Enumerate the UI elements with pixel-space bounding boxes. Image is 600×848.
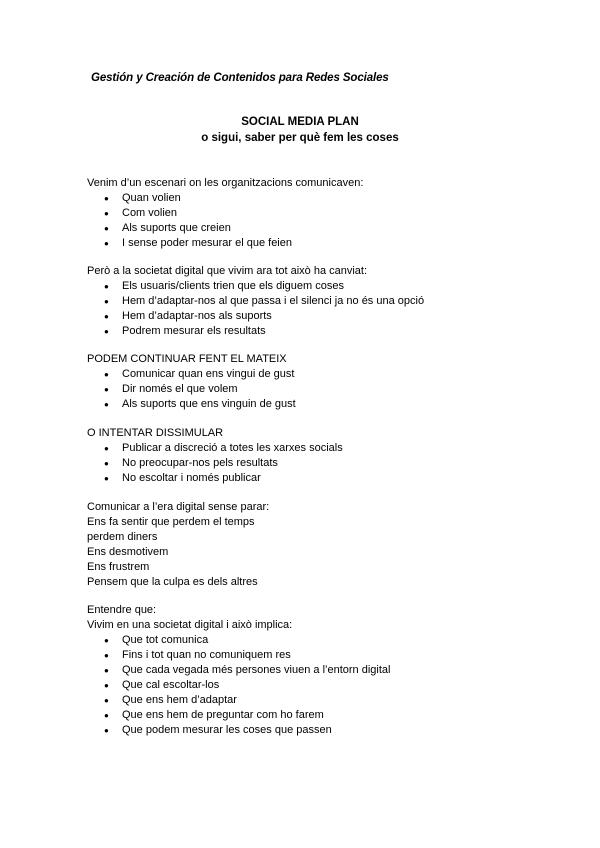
section-heading: Però a la societat digital que vivim ara tot això ha canviat:	[87, 265, 368, 277]
list-item: ● Que cada vegada més persones viuen a l’entorn digital	[87, 663, 547, 678]
text-line: Pensem que la culpa es dels altres	[87, 576, 258, 588]
section-heading: Venim d’un escenari on les organitzacions comunicaven:	[87, 177, 364, 189]
section-understand	[87, 603, 547, 738]
list-item: ● Dir només el que volem	[87, 382, 547, 397]
list-item: ● Que ens hem de preguntar com ho farem	[87, 708, 547, 723]
list-item: ● No preocupar-nos pels resultats	[87, 456, 547, 471]
list-item: ● Publicar a discreció a totes les xarxes socials	[87, 441, 547, 456]
list-item: ● Que podem mesurar les coses que passen	[87, 723, 547, 738]
text-line: Ens desmotivem	[87, 546, 169, 558]
list-item: ● Quan volien	[87, 191, 547, 206]
bullet-list	[87, 191, 547, 251]
section-heading: O INTENTAR DISSIMULAR	[87, 427, 224, 439]
list-item: ● Que ens hem d’adaptar	[87, 693, 547, 708]
section-intro-scenario	[87, 176, 547, 251]
list-item: ● Com volien	[87, 206, 547, 221]
section-heading: Comunicar a l’era digital sense parar:	[87, 501, 270, 513]
document-subtitle: o sigui, saber per què fem les coses	[201, 132, 399, 144]
text-line: Ens fa sentir que perdem el temps	[87, 516, 255, 528]
list-item: ● Als suports que ens vinguin de gust	[87, 397, 547, 412]
bullet-list	[87, 633, 547, 738]
text-line: Ens frustrem	[87, 561, 150, 573]
list-item: ● Fins i tot quan no comuniquem res	[87, 648, 547, 663]
list-item: ● Podrem mesurar els resultats	[87, 324, 547, 339]
section-continue-same	[87, 352, 547, 412]
text-line: Vivim en una societat digital i això implica:	[87, 619, 293, 631]
section-digital-society	[87, 264, 547, 339]
list-item: ● I sense poder mesurar el que feien	[87, 236, 547, 251]
list-item: ● Als suports que creien	[87, 221, 547, 236]
document-title: SOCIAL MEDIA PLAN	[241, 116, 359, 128]
text-line: perdem diners	[87, 531, 158, 543]
list-item: ● Que tot comunica	[87, 633, 547, 648]
document-header: Gestión y Creación de Contenidos para Redes Sociales	[91, 72, 389, 84]
section-communicate-nonstop	[87, 500, 547, 590]
section-pretend	[87, 426, 547, 486]
bullet-list	[87, 367, 547, 412]
list-item: ● Comunicar quan ens vingui de gust	[87, 367, 547, 382]
list-item: ● No escoltar i només publicar	[87, 471, 547, 486]
section-heading: PODEM CONTINUAR FENT EL MATEIX	[87, 353, 287, 365]
list-item: ● Els usuaris/clients trien que els diguem coses	[87, 279, 547, 294]
section-heading: Entendre que:	[87, 604, 157, 616]
bullet-list	[87, 441, 547, 486]
list-item: ● Hem d’adaptar-nos al que passa i el silenci ja no és una opció	[87, 294, 547, 309]
list-item: ● Que cal escoltar-los	[87, 678, 547, 693]
bullet-list	[87, 279, 547, 339]
list-item: ● Hem d’adaptar-nos als suports	[87, 309, 547, 324]
